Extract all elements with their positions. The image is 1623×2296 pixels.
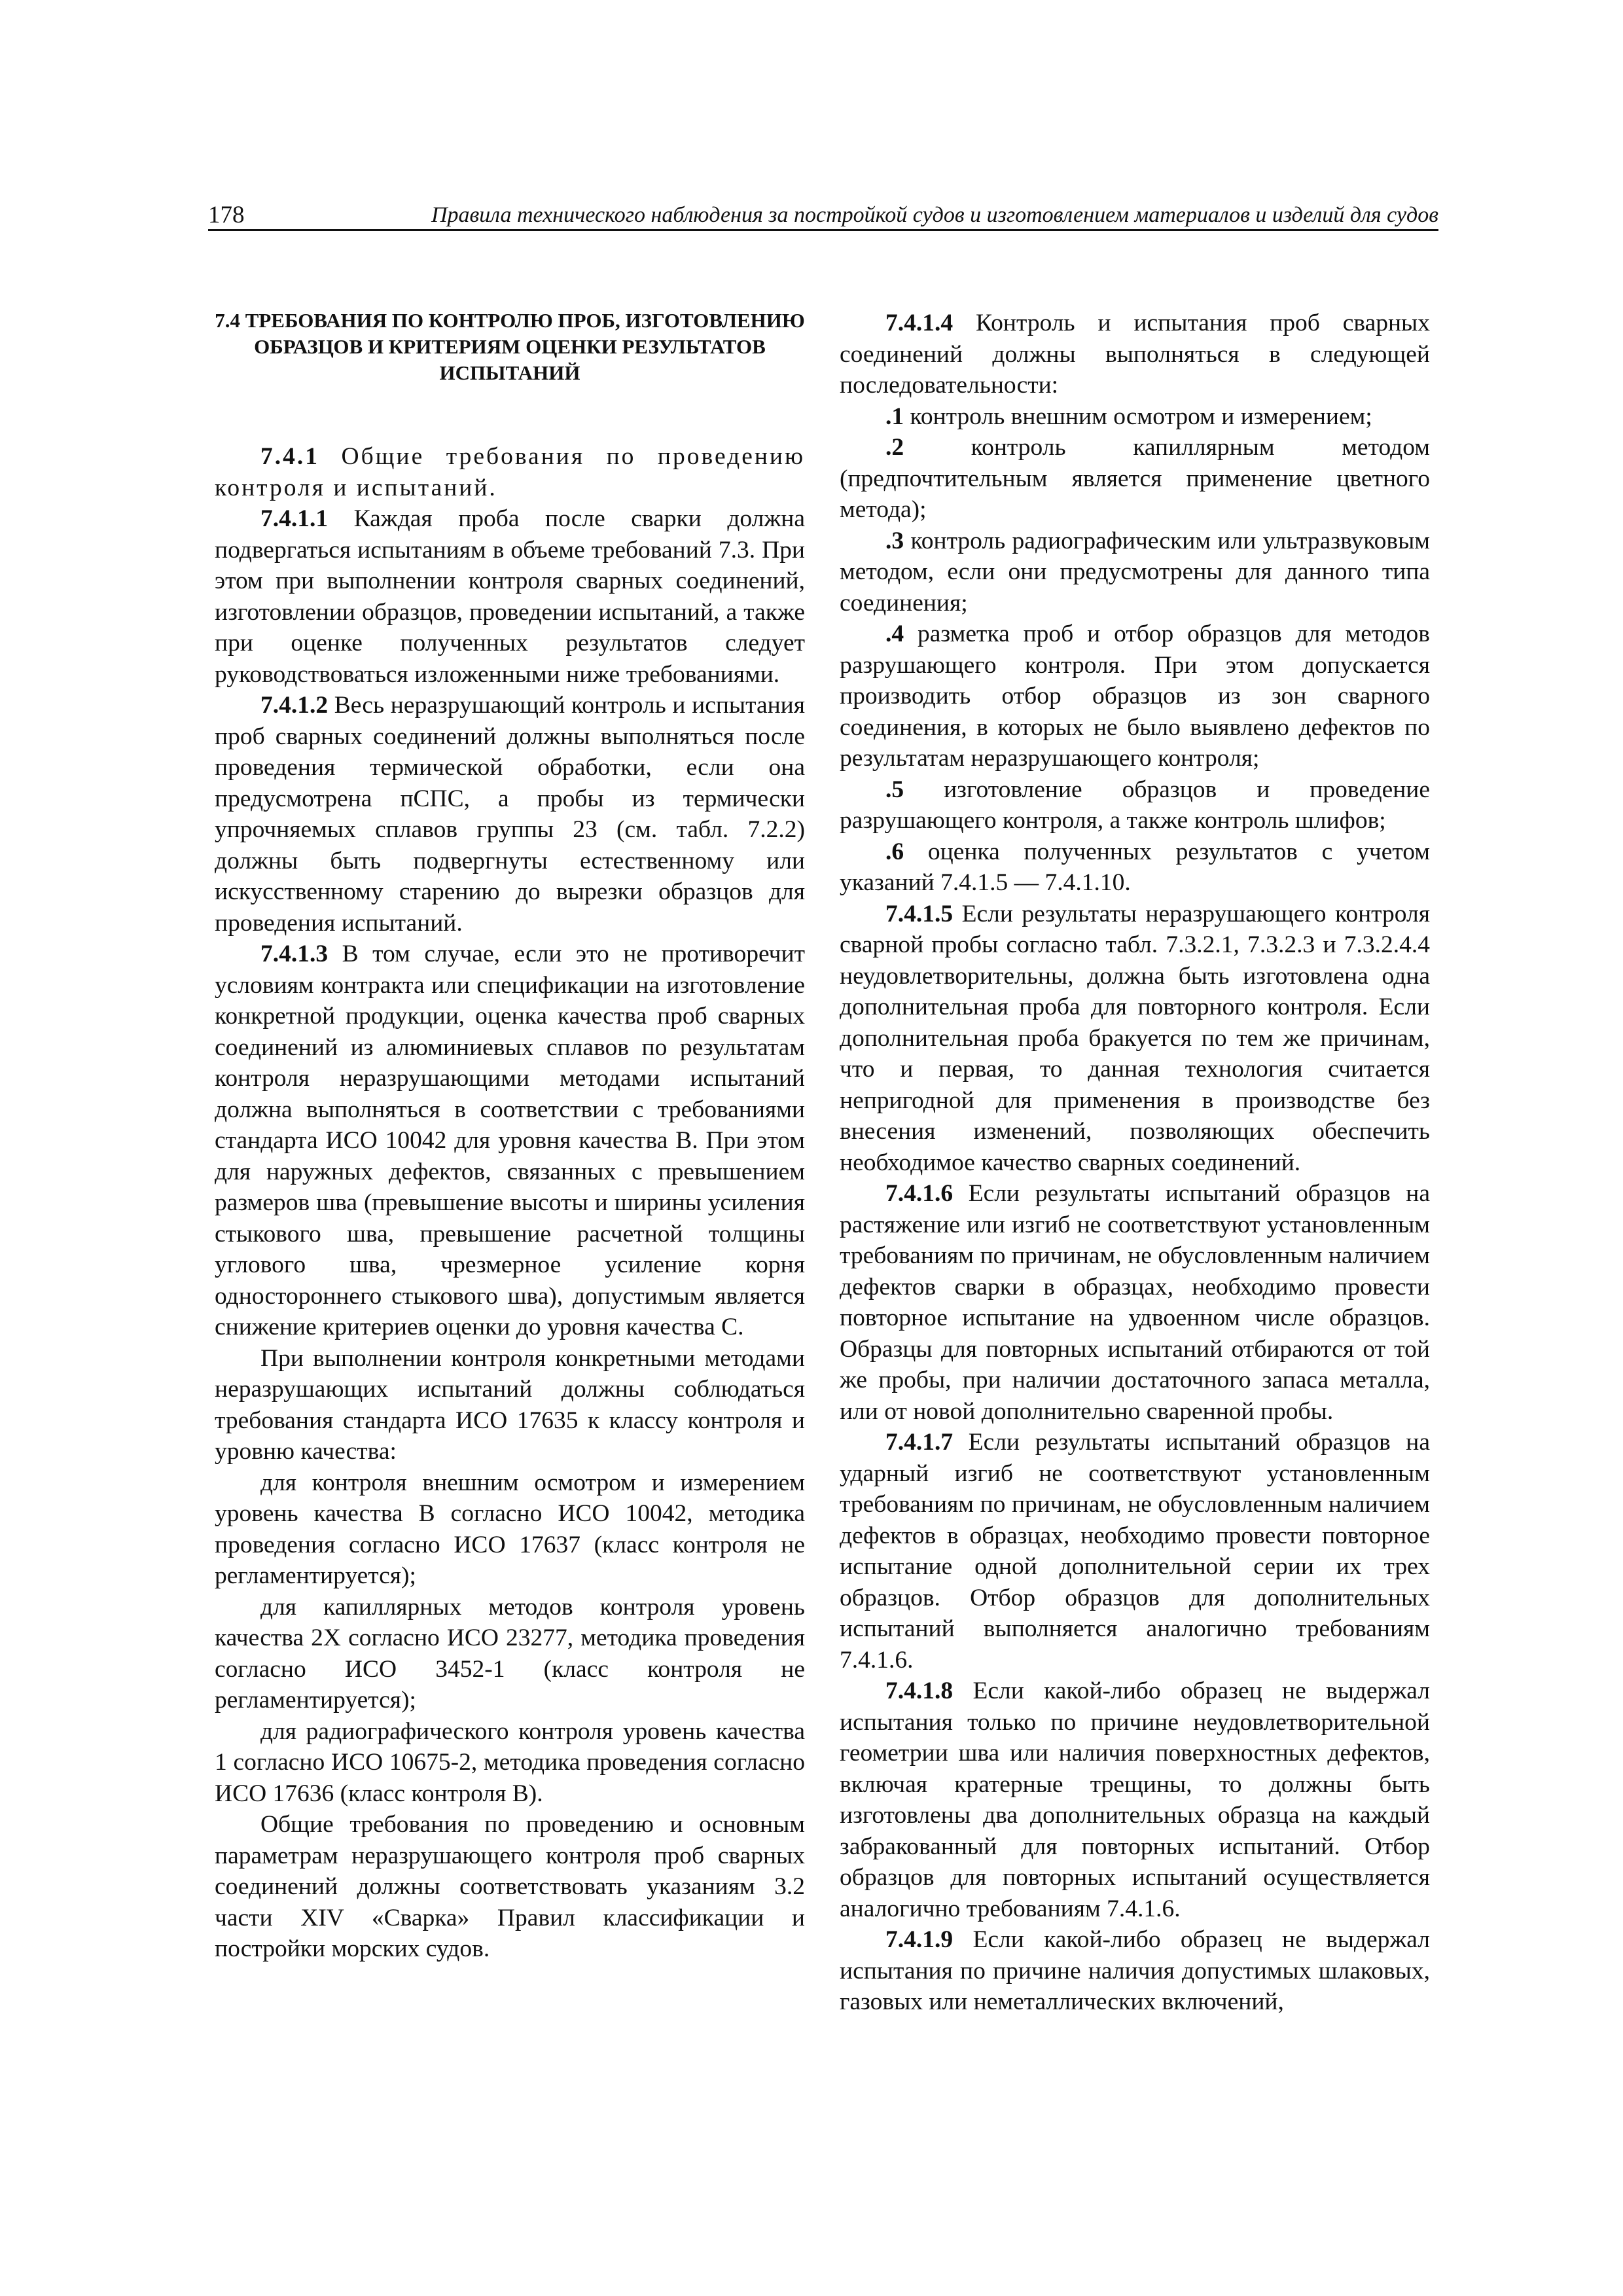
paragraph-7-4-1-3 [215, 939, 805, 1343]
paragraph-text: В том случае, если это не противоречит условиям контракта или спецификации на изготовление конкретной продукции, оценка качества проб сварных соединений из алюминиевых сплавов по результатам контроля неразрушающими методами испытаний должна выполняться в соответствии с требованиями стандарта ИСО 10042 для уровня качества В. При этом для наружных дефектов, связанных с превышением размеров шва (превышение высоты и ширины усиления стыкового шва, превышение расчетной толщины углового шва, чрезмерное усиление корня одностороннего стыкового шва), допустимым является снижение критериев оценки до уровня качества С. [215, 941, 805, 1340]
paragraph-text: Контроль и испытания проб сварных соединений должны выполняться в следующей последовательности: [840, 310, 1430, 399]
list-item [840, 432, 1430, 526]
paragraph-7-4-1-1 [215, 503, 805, 690]
item-text: изготовление образцов и проведение разрушающего контроля, а также контроль шлифов; [840, 776, 1430, 834]
item-text: разметка проб и отбор образцов для методов разрушающего контроля. При этом допускается производить отбор образцов из зон сварного соединения, в которых не было выявлено дефектов по результатам неразрушающего контроля; [840, 620, 1430, 772]
item-number: .2 [885, 434, 904, 461]
item-number: .1 [885, 403, 904, 430]
list-item [840, 619, 1430, 774]
item-number: .6 [885, 838, 904, 865]
clause-number: 7.4.1.3 [260, 941, 329, 967]
clause-number: 7.4.1.5 [885, 900, 954, 927]
paragraph-7-4-1-8 [840, 1676, 1430, 1924]
paragraph-visual-inspection: для контроля внешним осмотром и измерением уровень качества В согласно ИСО 10042, методика проведения согласно ИСО 17637 (класс контроля не регламентируется); [215, 1469, 805, 1589]
paragraph-text: Весь неразрушающий контроль и испытания проб сварных соединений должны выполняться после проведения термической обработки, если она предусмотрена пСПС, а пробы из термически упрочняемых сплавов группы 23 (см. табл. 7.2.2) должны быть подвергнуты естественному или искусственному старению до вырезки образцов для проведения испытаний. [215, 692, 805, 937]
item-number: .5 [885, 776, 904, 803]
item-number: .3 [885, 527, 904, 554]
paragraph-text: Если какой-либо образец не выдержал испытания по причине наличия допустимых шлаковых, газовых или неметаллических включений, [840, 1926, 1430, 2015]
paragraph-text: Если результаты испытаний образцов на ударный изгиб не соответствуют установленным требованиям по причинам, не обусловленным наличием дефектов в образцах, необходимо провести повторное испытание одной дополнительной серии их трех образцов. Отбор образцов для дополнительных испытаний выполняется аналогично требованиям 7.4.1.6. [840, 1429, 1430, 1674]
item-text: оценка полученных результатов с учетом указаний 7.4.1.5 — 7.4.1.10. [840, 838, 1430, 896]
paragraph-7-4-1-5 [840, 899, 1430, 1179]
paragraph-7-4-1-2 [215, 690, 805, 939]
paragraph-iso-17635: При выполнении контроля конкретными методами неразрушающих испытаний должны соблюдаться требования стандарта ИСО 17635 к классу контроля и уровню качества: [215, 1344, 805, 1465]
clause-number: 7.4.1.6 [885, 1180, 954, 1207]
section-heading: 7.4 ТРЕБОВАНИЯ ПО КОНТРОЛЮ ПРОБ, ИЗГОТОВЛЕНИЮ ОБРАЗЦОВ И КРИТЕРИЯМ ОЦЕНКИ РЕЗУЛЬТАТОВ ИСПЫТАНИЙ [215, 309, 805, 384]
list-item [840, 526, 1430, 619]
paragraph-7-4-1-6 [840, 1178, 1430, 1427]
right-column [840, 308, 1430, 2018]
paragraph-7-4-1 [215, 441, 805, 503]
list-item [840, 401, 1430, 433]
clause-number: 7.4.1.7 [885, 1429, 954, 1456]
paragraph-text: Каждая проба после сварки должна подвергаться испытаниям в объеме требований 7.3. При этом при выполнении контроля сварных соединений, изготовлении образцов, проведении испытаний, а также при оценке полученных результатов следует руководствоваться изложенными ниже требованиями. [215, 505, 805, 688]
clause-number: 7.4.1.2 [260, 692, 329, 719]
list-item [840, 774, 1430, 836]
page-number: 178 [208, 202, 245, 228]
paragraph-7-4-1-4 [840, 308, 1430, 401]
clause-number: 7.4.1.9 [885, 1926, 954, 1953]
paragraph-7-4-1-7 [840, 1427, 1430, 1676]
clause-number: 7.4.1.1 [260, 505, 329, 532]
page-header [208, 202, 1438, 231]
left-column [215, 308, 805, 1965]
paragraph-7-4-1-9 [840, 1924, 1430, 2018]
paragraph-text: Если результаты испытаний образцов на растяжение или изгиб не соответствуют установленным требованиям по причинам, не обусловленным наличием дефектов сварки в образцах, необходимо провести повторное испытание на удвоенном числе образцов. Образцы для повторных испытаний отбираются от той же пробы, при наличии достаточного запаса металла, или от новой дополнительно сваренной пробы. [840, 1180, 1430, 1425]
paragraph-general-requirements: Общие требования по проведению и основным параметрам неразрушающего контроля проб сварных соединений должны соответствовать указаниям 3.2 части XIV «Сварка» Правил классификации и постройки морских судов. [215, 1811, 805, 1962]
item-text: контроль внешним осмотром и измерением; [904, 403, 1372, 430]
item-number: .4 [885, 620, 904, 647]
list-item [840, 836, 1430, 899]
clause-number: 7.4.1.8 [885, 1677, 954, 1704]
paragraph-text: Общие требования по проведению контроля и испытаний. [215, 443, 805, 501]
item-text: контроль радиографическим или ультразвуковым методом, если они предусмотрены для данного типа соединения; [840, 527, 1430, 617]
clause-number: 7.4.1.4 [885, 310, 954, 336]
running-title: Правила технического наблюдения за постройкой судов и изготовлением материалов и изделий для судов [431, 203, 1438, 227]
paragraph-text: Если результаты неразрушающего контроля сварной пробы согласно табл. 7.3.2.1, 7.3.2.3 и 7.3.2.4.4 неудовлетворительны, должна быть изготовлена одна дополнительная проба для повторного контроля. Если дополнительная проба бракуется по тем же причинам, что и первая, то данная технология считается непригодной для применения в производстве без внесения изменений, позволяющих обеспечить необходимое качество сварных соединений. [840, 900, 1430, 1176]
clause-number: 7.4.1 [260, 443, 319, 470]
paragraph-capillary-methods: для капиллярных методов контроля уровень качества 2Х согласно ИСО 23277, методика проведения согласно ИСО 3452-1 (класс контроля не регламентируется); [215, 1593, 805, 1713]
paragraph-text: Если какой-либо образец не выдержал испытания только по причине неудовлетворительной геометрии шва или наличия поверхностных дефектов, включая кратерные трещины, то должны быть изготовлены два дополнительных образца на каждый забракованный для повторных испытаний. Отбор образцов для повторных испытаний осуществляется аналогично требованиям 7.4.1.6. [840, 1677, 1430, 1922]
item-text: контроль капиллярным методом (предпочтительным является применение цветного метода); [840, 434, 1430, 523]
paragraph-radiographic: для радиографического контроля уровень качества 1 согласно ИСО 10675-2, методика проведения согласно ИСО 17636 (класс контроля В). [215, 1717, 805, 1807]
